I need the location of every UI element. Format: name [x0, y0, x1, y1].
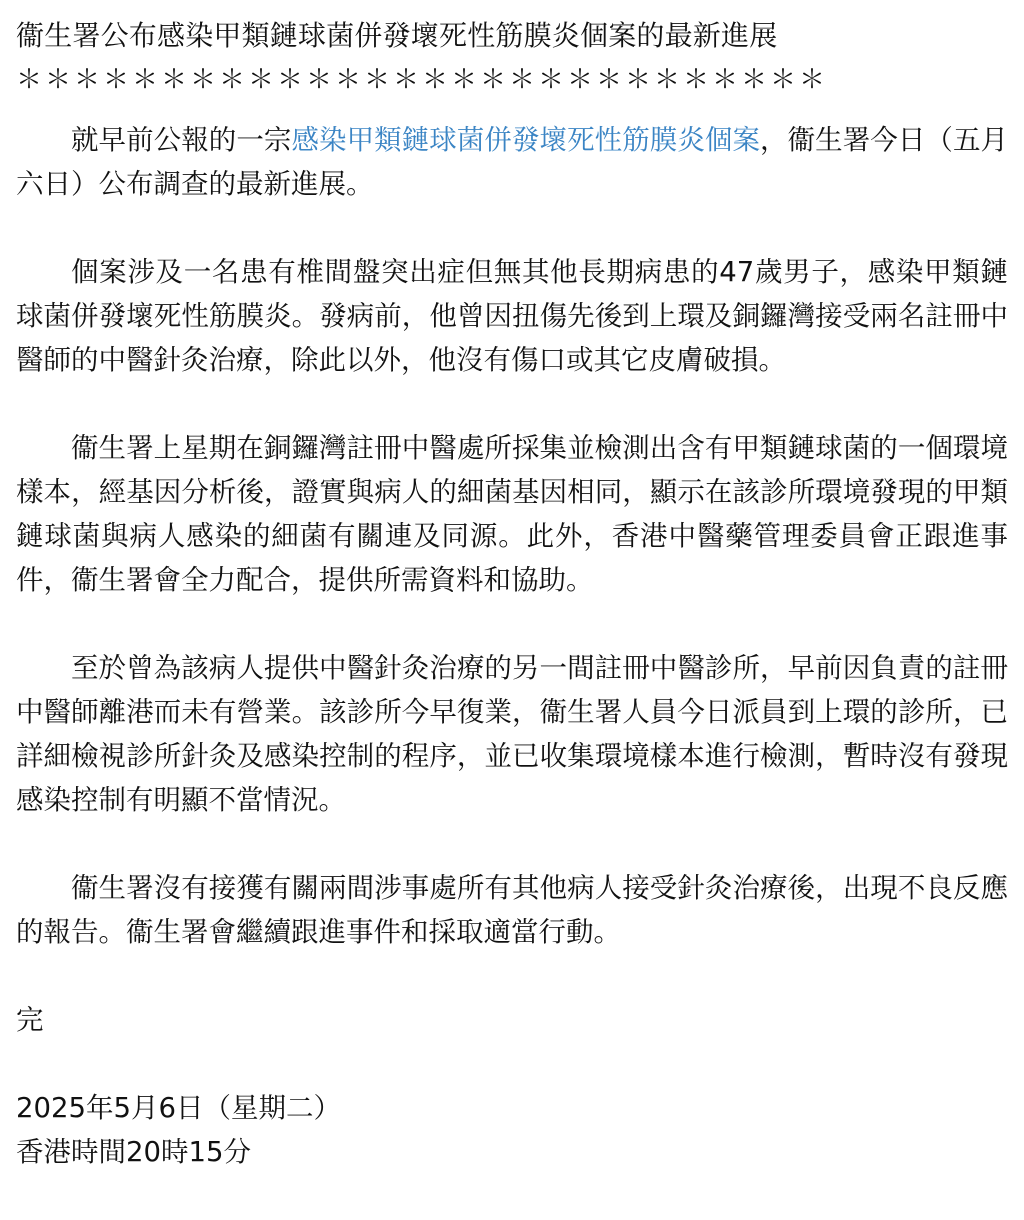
release-time: 香港時間20時15分: [16, 1136, 251, 1168]
paragraph-follow-up: 衞生署沒有接獲有關兩間涉事處所有其他病人接受針灸治療後，出現不良反應的報告。衞生署會繼續跟進事件和採取適當行動。: [16, 872, 1008, 948]
paragraph-intro-after: ，衞生署今日（五月六日）公布調查的最新進展。: [16, 124, 1008, 200]
paragraph-intro-before: 就早前公報的一宗: [71, 124, 292, 156]
paragraph-intro: [16, 118, 1008, 206]
release-date: 2025年5月6日（星期二）: [16, 1092, 341, 1124]
related-case-link[interactable]: 感染甲類鏈球菌併發壞死性筋膜炎個案: [291, 124, 761, 156]
title-separator: ＊＊＊＊＊＊＊＊＊＊＊＊＊＊＊＊＊＊＊＊＊＊＊＊＊＊＊＊: [16, 65, 829, 95]
end-mark: 完: [16, 1004, 44, 1036]
paragraph-case-details: 個案涉及一名患有椎間盤突出症但無其他長期病患的47歲男子，感染甲類鏈球菌併發壞死性筋膜炎。發病前，他曾因扭傷先後到上環及銅鑼灣接受兩名註冊中醫師的中醫針灸治療，除此以外，他沒有傷口或其它皮膚破損。: [16, 256, 1008, 376]
paragraph-investigation: 衞生署上星期在銅鑼灣註冊中醫處所採集並檢測出含有甲類鏈球菌的一個環境樣本，經基因分析後，證實與病人的細菌基因相同，顯示在該診所環境發現的甲類鏈球菌與病人感染的細菌有關連及同源。此外，香港中醫藥管理委員會正跟進事件，衞生署會全力配合，提供所需資料和協助。: [16, 432, 1008, 596]
paragraph-clinic-inspection: 至於曾為該病人提供中醫針灸治療的另一間註冊中醫診所，早前因負責的註冊中醫師離港而未有營業。該診所今早復業，衞生署人員今日派員到上環的診所，已詳細檢視診所針灸及感染控制的程序，並已收集環境樣本進行檢測，暫時沒有發現感染控制有明顯不當情況。: [16, 652, 1008, 816]
page-title: 衞生署公布感染甲類鏈球菌併發壞死性筋膜炎個案的最新進展: [16, 19, 778, 52]
